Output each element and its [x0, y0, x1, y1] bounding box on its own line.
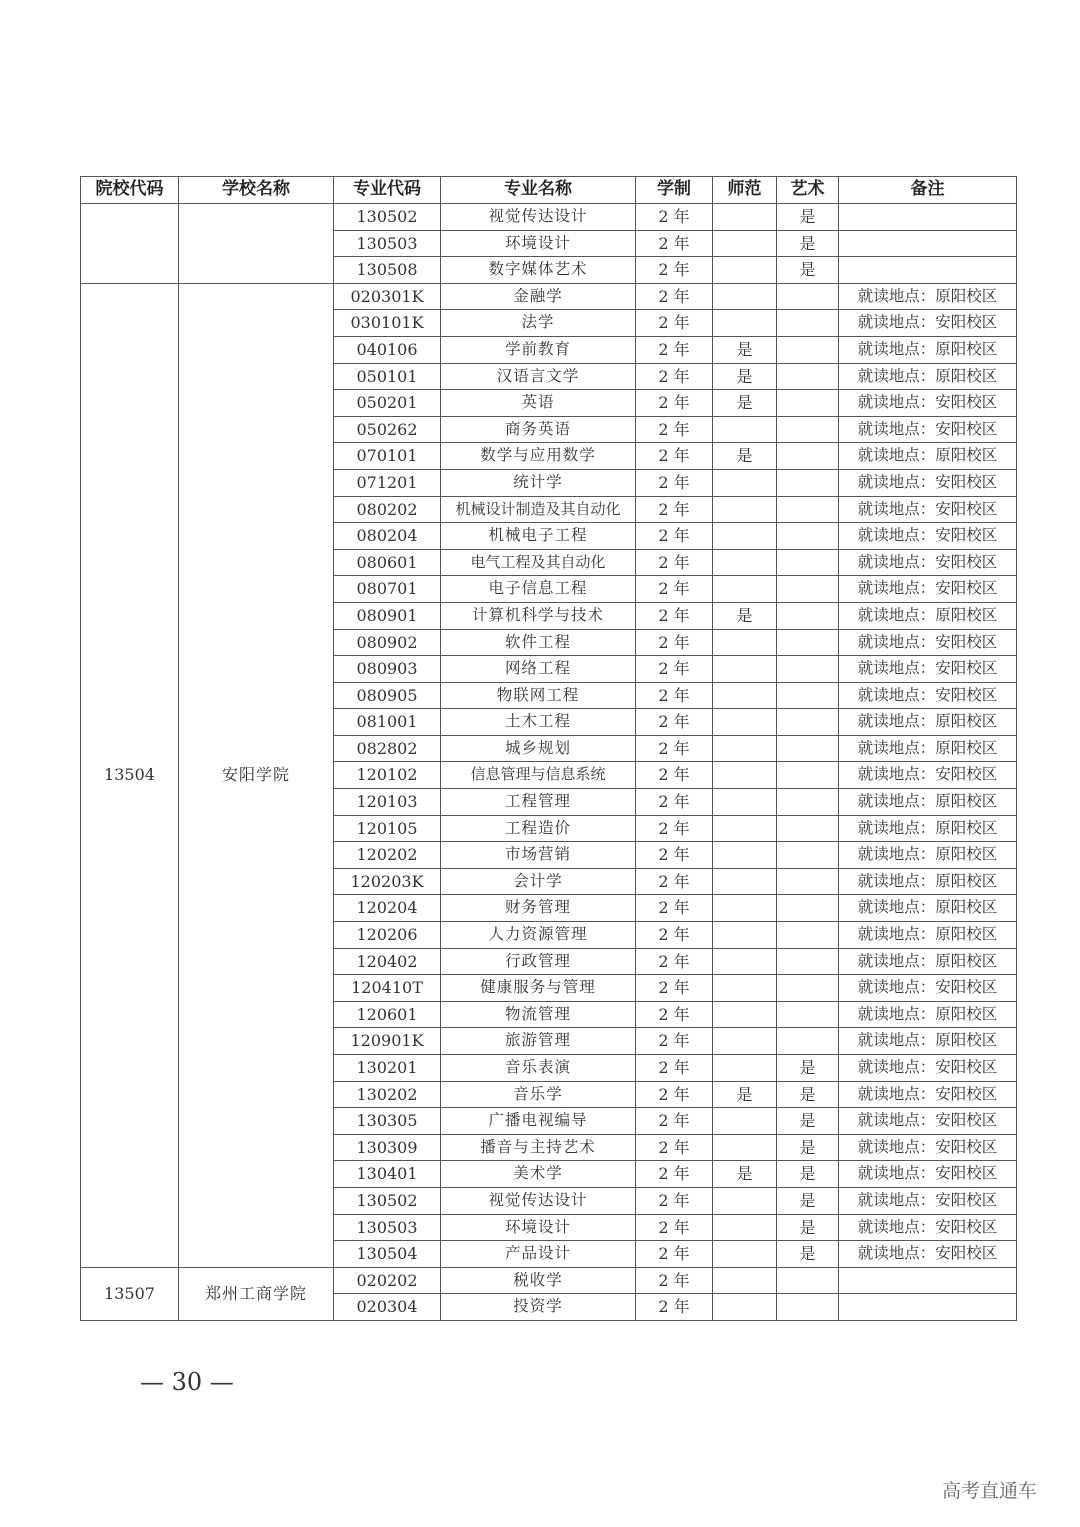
header-art: 艺术 — [777, 177, 839, 204]
normal-cell: 是 — [713, 390, 777, 417]
major-code-cell: 120105 — [334, 815, 441, 842]
major-code-cell: 030101K — [334, 310, 441, 337]
note-cell — [839, 230, 1017, 257]
major-name-cell: 会计学 — [441, 868, 636, 895]
art-cell — [777, 709, 839, 736]
note-cell: 就读地点：安阳校区 — [839, 1134, 1017, 1161]
note-cell: 就读地点：安阳校区 — [839, 469, 1017, 496]
major-name-cell: 学前教育 — [441, 336, 636, 363]
note-cell: 就读地点：原阳校区 — [839, 842, 1017, 869]
normal-cell — [713, 815, 777, 842]
major-name-cell: 城乡规划 — [441, 735, 636, 762]
major-name-cell: 视觉传达设计 — [441, 204, 636, 231]
art-cell — [777, 469, 839, 496]
duration-cell: 2 年 — [636, 336, 713, 363]
art-cell — [777, 1267, 839, 1294]
major-name-cell: 数学与应用数学 — [441, 443, 636, 470]
normal-cell — [713, 310, 777, 337]
major-name-cell: 英语 — [441, 390, 636, 417]
major-name-cell: 物联网工程 — [441, 682, 636, 709]
normal-cell — [713, 469, 777, 496]
art-cell — [777, 735, 839, 762]
major-name-cell: 信息管理与信息系统 — [441, 762, 636, 789]
header-duration: 学制 — [636, 177, 713, 204]
major-code-cell: 080202 — [334, 496, 441, 523]
major-name-cell: 统计学 — [441, 469, 636, 496]
header-note: 备注 — [839, 177, 1017, 204]
duration-cell: 2 年 — [636, 975, 713, 1002]
major-code-cell: 071201 — [334, 469, 441, 496]
duration-cell: 2 年 — [636, 390, 713, 417]
art-cell — [777, 496, 839, 523]
normal-cell — [713, 735, 777, 762]
duration-cell: 2 年 — [636, 709, 713, 736]
table-row — [81, 204, 1017, 231]
normal-cell — [713, 1267, 777, 1294]
school-name-cell: 郑州工商学院 — [179, 1267, 334, 1320]
duration-cell: 2 年 — [636, 815, 713, 842]
duration-cell: 2 年 — [636, 576, 713, 603]
duration-cell: 2 年 — [636, 1081, 713, 1108]
note-cell: 就读地点：原阳校区 — [839, 789, 1017, 816]
art-cell — [777, 1028, 839, 1055]
note-cell: 就读地点：安阳校区 — [839, 656, 1017, 683]
note-cell: 就读地点：原阳校区 — [839, 895, 1017, 922]
duration-cell: 2 年 — [636, 895, 713, 922]
duration-cell: 2 年 — [636, 868, 713, 895]
major-name-cell: 人力资源管理 — [441, 922, 636, 949]
header-major-code: 专业代码 — [334, 177, 441, 204]
art-cell: 是 — [777, 1055, 839, 1082]
art-cell — [777, 576, 839, 603]
table-row — [81, 283, 1017, 310]
duration-cell: 2 年 — [636, 310, 713, 337]
normal-cell — [713, 283, 777, 310]
art-cell — [777, 682, 839, 709]
major-name-cell: 工程造价 — [441, 815, 636, 842]
major-code-cell: 080601 — [334, 549, 441, 576]
normal-cell — [713, 895, 777, 922]
major-name-cell: 行政管理 — [441, 948, 636, 975]
art-cell: 是 — [777, 204, 839, 231]
normal-cell — [713, 868, 777, 895]
duration-cell: 2 年 — [636, 496, 713, 523]
duration-cell: 2 年 — [636, 735, 713, 762]
duration-cell: 2 年 — [636, 629, 713, 656]
art-cell — [777, 922, 839, 949]
header-major-name: 专业名称 — [441, 177, 636, 204]
duration-cell: 2 年 — [636, 1214, 713, 1241]
note-cell: 就读地点：原阳校区 — [839, 1028, 1017, 1055]
major-code-cell: 120206 — [334, 922, 441, 949]
note-cell: 就读地点：安阳校区 — [839, 576, 1017, 603]
note-cell: 就读地点：安阳校区 — [839, 549, 1017, 576]
duration-cell: 2 年 — [636, 416, 713, 443]
normal-cell — [713, 842, 777, 869]
duration-cell: 2 年 — [636, 283, 713, 310]
normal-cell — [713, 762, 777, 789]
art-cell — [777, 336, 839, 363]
normal-cell — [713, 975, 777, 1002]
normal-cell — [713, 576, 777, 603]
duration-cell: 2 年 — [636, 1001, 713, 1028]
normal-cell — [713, 1294, 777, 1321]
note-cell: 就读地点：原阳校区 — [839, 922, 1017, 949]
page-number: — 30 — — [140, 1368, 234, 1396]
normal-cell — [713, 523, 777, 550]
major-name-cell: 法学 — [441, 310, 636, 337]
duration-cell: 2 年 — [636, 1134, 713, 1161]
major-name-cell: 产品设计 — [441, 1241, 636, 1268]
major-name-cell: 财务管理 — [441, 895, 636, 922]
art-cell — [777, 815, 839, 842]
art-cell: 是 — [777, 1134, 839, 1161]
duration-cell: 2 年 — [636, 257, 713, 284]
art-cell — [777, 549, 839, 576]
note-cell: 就读地点：原阳校区 — [839, 735, 1017, 762]
duration-cell: 2 年 — [636, 204, 713, 231]
duration-cell: 2 年 — [636, 1241, 713, 1268]
duration-cell: 2 年 — [636, 443, 713, 470]
duration-cell: 2 年 — [636, 523, 713, 550]
note-cell — [839, 1267, 1017, 1294]
major-code-cell: 120202 — [334, 842, 441, 869]
major-name-cell: 金融学 — [441, 283, 636, 310]
major-code-cell: 080905 — [334, 682, 441, 709]
major-code-cell: 080701 — [334, 576, 441, 603]
art-cell — [777, 1294, 839, 1321]
major-code-cell: 130502 — [334, 1187, 441, 1214]
major-code-cell: 082802 — [334, 735, 441, 762]
majors-table — [80, 176, 1017, 1321]
art-cell — [777, 629, 839, 656]
major-name-cell: 商务英语 — [441, 416, 636, 443]
major-name-cell: 税收学 — [441, 1267, 636, 1294]
major-name-cell: 物流管理 — [441, 1001, 636, 1028]
note-cell — [839, 1294, 1017, 1321]
duration-cell: 2 年 — [636, 1187, 713, 1214]
duration-cell: 2 年 — [636, 682, 713, 709]
normal-cell — [713, 1001, 777, 1028]
normal-cell — [713, 629, 777, 656]
normal-cell: 是 — [713, 602, 777, 629]
art-cell: 是 — [777, 230, 839, 257]
normal-cell — [713, 204, 777, 231]
art-cell — [777, 789, 839, 816]
major-name-cell: 播音与主持艺术 — [441, 1134, 636, 1161]
normal-cell — [713, 922, 777, 949]
art-cell — [777, 390, 839, 417]
art-cell — [777, 416, 839, 443]
art-cell — [777, 310, 839, 337]
art-cell — [777, 363, 839, 390]
normal-cell — [713, 1187, 777, 1214]
major-code-cell: 050201 — [334, 390, 441, 417]
art-cell: 是 — [777, 1241, 839, 1268]
major-code-cell: 120601 — [334, 1001, 441, 1028]
major-code-cell: 080901 — [334, 602, 441, 629]
major-code-cell: 130508 — [334, 257, 441, 284]
major-name-cell: 计算机科学与技术 — [441, 602, 636, 629]
note-cell: 就读地点：原阳校区 — [839, 336, 1017, 363]
note-cell: 就读地点：原阳校区 — [839, 283, 1017, 310]
duration-cell: 2 年 — [636, 1108, 713, 1135]
art-cell — [777, 443, 839, 470]
note-cell: 就读地点：安阳校区 — [839, 682, 1017, 709]
major-code-cell: 130202 — [334, 1081, 441, 1108]
major-name-cell: 电子信息工程 — [441, 576, 636, 603]
duration-cell: 2 年 — [636, 602, 713, 629]
major-code-cell: 130201 — [334, 1055, 441, 1082]
note-cell: 就读地点：原阳校区 — [839, 948, 1017, 975]
header-school-name: 学校名称 — [179, 177, 334, 204]
art-cell — [777, 762, 839, 789]
major-name-cell: 音乐表演 — [441, 1055, 636, 1082]
duration-cell: 2 年 — [636, 789, 713, 816]
normal-cell — [713, 1028, 777, 1055]
note-cell: 就读地点：安阳校区 — [839, 1187, 1017, 1214]
header-school-code: 院校代码 — [81, 177, 179, 204]
note-cell: 就读地点：原阳校区 — [839, 815, 1017, 842]
note-cell: 就读地点：安阳校区 — [839, 1161, 1017, 1188]
major-code-cell: 040106 — [334, 336, 441, 363]
art-cell — [777, 1001, 839, 1028]
art-cell: 是 — [777, 257, 839, 284]
normal-cell — [713, 1214, 777, 1241]
art-cell — [777, 656, 839, 683]
note-cell: 就读地点：安阳校区 — [839, 1214, 1017, 1241]
table-body — [81, 204, 1017, 1321]
normal-cell — [713, 549, 777, 576]
major-code-cell: 120410T — [334, 975, 441, 1002]
normal-cell — [713, 656, 777, 683]
duration-cell: 2 年 — [636, 1028, 713, 1055]
note-cell: 就读地点：原阳校区 — [839, 868, 1017, 895]
note-cell: 就读地点：安阳校区 — [839, 629, 1017, 656]
major-name-cell: 网络工程 — [441, 656, 636, 683]
normal-cell: 是 — [713, 336, 777, 363]
duration-cell: 2 年 — [636, 469, 713, 496]
art-cell: 是 — [777, 1108, 839, 1135]
note-cell: 就读地点：安阳校区 — [839, 1081, 1017, 1108]
duration-cell: 2 年 — [636, 1161, 713, 1188]
note-cell: 就读地点：安阳校区 — [839, 1241, 1017, 1268]
major-code-cell: 020304 — [334, 1294, 441, 1321]
duration-cell: 2 年 — [636, 656, 713, 683]
note-cell: 就读地点：安阳校区 — [839, 975, 1017, 1002]
normal-cell — [713, 257, 777, 284]
major-name-cell: 健康服务与管理 — [441, 975, 636, 1002]
major-code-cell: 120103 — [334, 789, 441, 816]
major-name-cell: 音乐学 — [441, 1081, 636, 1108]
normal-cell — [713, 682, 777, 709]
major-code-cell: 020202 — [334, 1267, 441, 1294]
note-cell: 就读地点：原阳校区 — [839, 363, 1017, 390]
normal-cell: 是 — [713, 1081, 777, 1108]
normal-cell — [713, 1241, 777, 1268]
duration-cell: 2 年 — [636, 842, 713, 869]
major-name-cell: 数字媒体艺术 — [441, 257, 636, 284]
major-code-cell: 070101 — [334, 443, 441, 470]
duration-cell: 2 年 — [636, 230, 713, 257]
duration-cell: 2 年 — [636, 922, 713, 949]
major-name-cell: 软件工程 — [441, 629, 636, 656]
major-name-cell: 投资学 — [441, 1294, 636, 1321]
normal-cell — [713, 230, 777, 257]
major-code-cell: 020301K — [334, 283, 441, 310]
major-name-cell: 机械设计制造及其自动化 — [441, 496, 636, 523]
normal-cell — [713, 789, 777, 816]
art-cell — [777, 948, 839, 975]
major-code-cell: 130503 — [334, 1214, 441, 1241]
watermark: 高考直通车 — [942, 1480, 1038, 1502]
normal-cell — [713, 496, 777, 523]
school-name-cell: 安阳学院 — [179, 283, 334, 1267]
header-normal: 师范 — [713, 177, 777, 204]
art-cell — [777, 975, 839, 1002]
major-code-cell: 130504 — [334, 1241, 441, 1268]
major-name-cell: 美术学 — [441, 1161, 636, 1188]
major-code-cell: 120204 — [334, 895, 441, 922]
major-name-cell: 环境设计 — [441, 1214, 636, 1241]
school-code-cell: 13507 — [81, 1267, 179, 1320]
major-code-cell: 050101 — [334, 363, 441, 390]
art-cell: 是 — [777, 1187, 839, 1214]
major-code-cell: 130401 — [334, 1161, 441, 1188]
art-cell: 是 — [777, 1161, 839, 1188]
normal-cell: 是 — [713, 1161, 777, 1188]
note-cell: 就读地点：安阳校区 — [839, 416, 1017, 443]
note-cell: 就读地点：安阳校区 — [839, 762, 1017, 789]
note-cell: 就读地点：安阳校区 — [839, 496, 1017, 523]
duration-cell: 2 年 — [636, 762, 713, 789]
note-cell: 就读地点：安阳校区 — [839, 310, 1017, 337]
major-name-cell: 机械电子工程 — [441, 523, 636, 550]
school-code-cell: 13504 — [81, 283, 179, 1267]
major-name-cell: 市场营销 — [441, 842, 636, 869]
major-name-cell: 工程管理 — [441, 789, 636, 816]
note-cell: 就读地点：安阳校区 — [839, 1108, 1017, 1135]
major-name-cell: 汉语言文学 — [441, 363, 636, 390]
major-code-cell: 081001 — [334, 709, 441, 736]
note-cell: 就读地点：原阳校区 — [839, 709, 1017, 736]
art-cell — [777, 283, 839, 310]
note-cell: 就读地点：安阳校区 — [839, 1055, 1017, 1082]
note-cell — [839, 204, 1017, 231]
normal-cell — [713, 1134, 777, 1161]
major-name-cell: 环境设计 — [441, 230, 636, 257]
normal-cell — [713, 948, 777, 975]
major-name-cell: 土木工程 — [441, 709, 636, 736]
major-code-cell: 120203K — [334, 868, 441, 895]
major-name-cell: 视觉传达设计 — [441, 1187, 636, 1214]
normal-cell: 是 — [713, 443, 777, 470]
note-cell: 就读地点：原阳校区 — [839, 1001, 1017, 1028]
major-code-cell: 080903 — [334, 656, 441, 683]
school-name-cell — [179, 204, 334, 284]
art-cell: 是 — [777, 1214, 839, 1241]
duration-cell: 2 年 — [636, 549, 713, 576]
normal-cell — [713, 709, 777, 736]
major-code-cell: 120102 — [334, 762, 441, 789]
art-cell — [777, 523, 839, 550]
normal-cell — [713, 416, 777, 443]
major-code-cell: 130503 — [334, 230, 441, 257]
normal-cell — [713, 1108, 777, 1135]
normal-cell: 是 — [713, 363, 777, 390]
art-cell — [777, 842, 839, 869]
duration-cell: 2 年 — [636, 363, 713, 390]
art-cell — [777, 868, 839, 895]
duration-cell: 2 年 — [636, 948, 713, 975]
major-code-cell: 130309 — [334, 1134, 441, 1161]
duration-cell: 2 年 — [636, 1055, 713, 1082]
major-code-cell: 050262 — [334, 416, 441, 443]
note-cell: 就读地点：原阳校区 — [839, 443, 1017, 470]
duration-cell: 2 年 — [636, 1294, 713, 1321]
duration-cell: 2 年 — [636, 1267, 713, 1294]
major-code-cell: 080902 — [334, 629, 441, 656]
major-code-cell: 120402 — [334, 948, 441, 975]
table-header-row — [81, 177, 1017, 204]
art-cell — [777, 895, 839, 922]
major-name-cell: 旅游管理 — [441, 1028, 636, 1055]
major-name-cell: 广播电视编导 — [441, 1108, 636, 1135]
major-code-cell: 080204 — [334, 523, 441, 550]
note-cell: 就读地点：安阳校区 — [839, 523, 1017, 550]
note-cell — [839, 257, 1017, 284]
note-cell: 就读地点：原阳校区 — [839, 602, 1017, 629]
note-cell: 就读地点：安阳校区 — [839, 390, 1017, 417]
table-row — [81, 1267, 1017, 1294]
art-cell: 是 — [777, 1081, 839, 1108]
art-cell — [777, 602, 839, 629]
major-code-cell: 130305 — [334, 1108, 441, 1135]
school-code-cell — [81, 204, 179, 284]
normal-cell — [713, 1055, 777, 1082]
major-name-cell: 电气工程及其自动化 — [441, 549, 636, 576]
major-code-cell: 130502 — [334, 204, 441, 231]
major-code-cell: 120901K — [334, 1028, 441, 1055]
